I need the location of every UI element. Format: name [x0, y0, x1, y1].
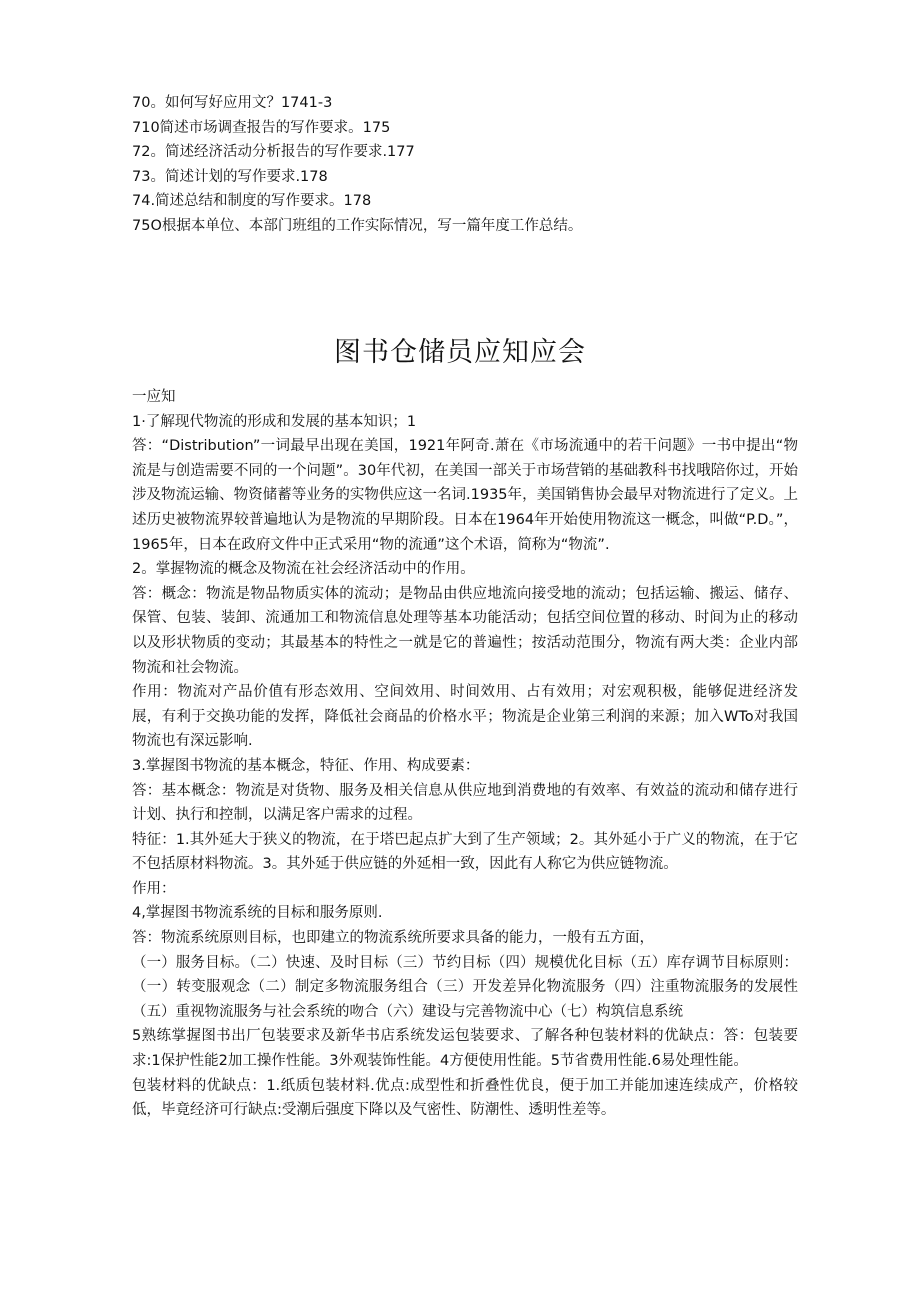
- list-item: 710简述市场调查报告的写作要求。175: [132, 119, 391, 136]
- answer-paragraph: 特征：1.其外延大于狭义的物流，在于塔巴起点扩大到了生产领域；2。其外延小于广义的物流，在于它不包括原材料物流。3。其外延于供应链的外延相一致，因此有人称它为供应链物流。: [132, 831, 798, 873]
- page-title: 图书仓储员应知应会: [334, 337, 586, 368]
- question-heading: 3.掌握图书物流的基本概念，特征、作用、构成要素：: [132, 757, 480, 774]
- answer-paragraph: 作用：: [132, 880, 176, 897]
- section-heading: 一应知: [132, 389, 176, 405]
- list-item: 72。简述经济活动分析报告的写作要求.177: [132, 144, 415, 161]
- list-item: 74.简述总结和制度的写作要求。178: [132, 193, 372, 210]
- question-paragraph: 5熟练掌握图书出厂包装要求及新华书店系统发运包装要求、了解各种包装材料的优缺点：答：包装要求:1保护性能2加工操作性能。3外观装饰性能。4方便使用性能。5节省费用性能.6易处理性能。: [132, 1028, 798, 1070]
- question-heading: 1·了解现代物流的形成和发展的基本知识；1: [132, 413, 417, 430]
- list-item: 75O根据本单位、本部门班组的工作实际情况，写一篇年度工作总结。: [132, 217, 583, 234]
- list-item: 70。如何写好应用文？1741-3: [132, 95, 333, 111]
- answer-paragraph: 答：物流系统原则目标，也即建立的物流系统所要求具备的能力，一般有五方面，: [132, 930, 654, 947]
- answer-paragraph: 答：“Distribution”一词最早出现在美国，1921年阿奇.萧在《市场流通中的若干问题》一书中提出“物流是与创造需要不同的一个问题”。30年代初，在美国一部关于市场营销的基础教科书找哦陪你过，开始涉及物流运输、物资储蓄等业务的实物供应这一名词.1935年，美国销售协会最早对物流进行了定义。上述历史被物流界较普遍地认为是物流的早期阶段。日本在1964年开始使用物流这一概念，叫做“P.D。”，1965年，日本在政府文件中正式采用“物的流通”这个术语，简称为“物流”.: [132, 438, 798, 553]
- question-heading: 2。掌握物流的概念及物流在社会经济活动中的作用。: [132, 561, 475, 578]
- answer-paragraph: 答：基本概念：物流是对货物、服务及相关信息从供应地到消费地的有效率、有效益的流动和储存进行计划、执行和控制，以满足客户需求的过程。: [132, 782, 798, 824]
- answer-paragraph: 包装材料的优缺点：1.纸质包装材料.优点:成型性和折叠性优良，便于加工并能加速连续成产，价格较低，毕竟经济可行缺点:受潮后强度下降以及气密性、防潮性、透明性差等。: [132, 1077, 798, 1119]
- answer-paragraph: 答：概念：物流是物品物质实体的流动；是物品由供应地流向接受地的流动；包括运输、搬运、储存、保管、包装、装卸、流通加工和物流信息处理等基本功能活动；包括空间位置的移动、时间为止的移动以及形状物质的变动；其最基本的特性之一就是它的普遍性；按活动范围分，物流有两大类：企业内部物流和社会物流。: [132, 585, 798, 676]
- list-item: 73。简述计划的写作要求.178: [132, 168, 328, 185]
- document-body: [132, 385, 798, 1123]
- question-heading: 4,掌握图书物流系统的目标和服务原则.: [132, 905, 383, 922]
- question-list: [132, 91, 832, 239]
- answer-paragraph: （一）服务目标。（二）快速、及时目标（三）节约目标（四）规模优化目标（五）库存调节目标原则：（一）转变服观念（二）制定多物流服务组合（三）开发差异化物流服务（四）注重物流服务的发展性（五）重视物流服务与社会系统的吻合（六）建设与完善物流中心（七）构筑信息系统: [132, 954, 798, 1020]
- answer-paragraph: 作用：物流对产品价值有形态效用、空间效用、时间效用、占有效用；对宏观积极，能够促进经济发展，有利于交换功能的发挥，降低社会商品的价格水平；物流是企业第三利润的来源；加入WTo对我国物流也有深远影响.: [132, 684, 798, 750]
